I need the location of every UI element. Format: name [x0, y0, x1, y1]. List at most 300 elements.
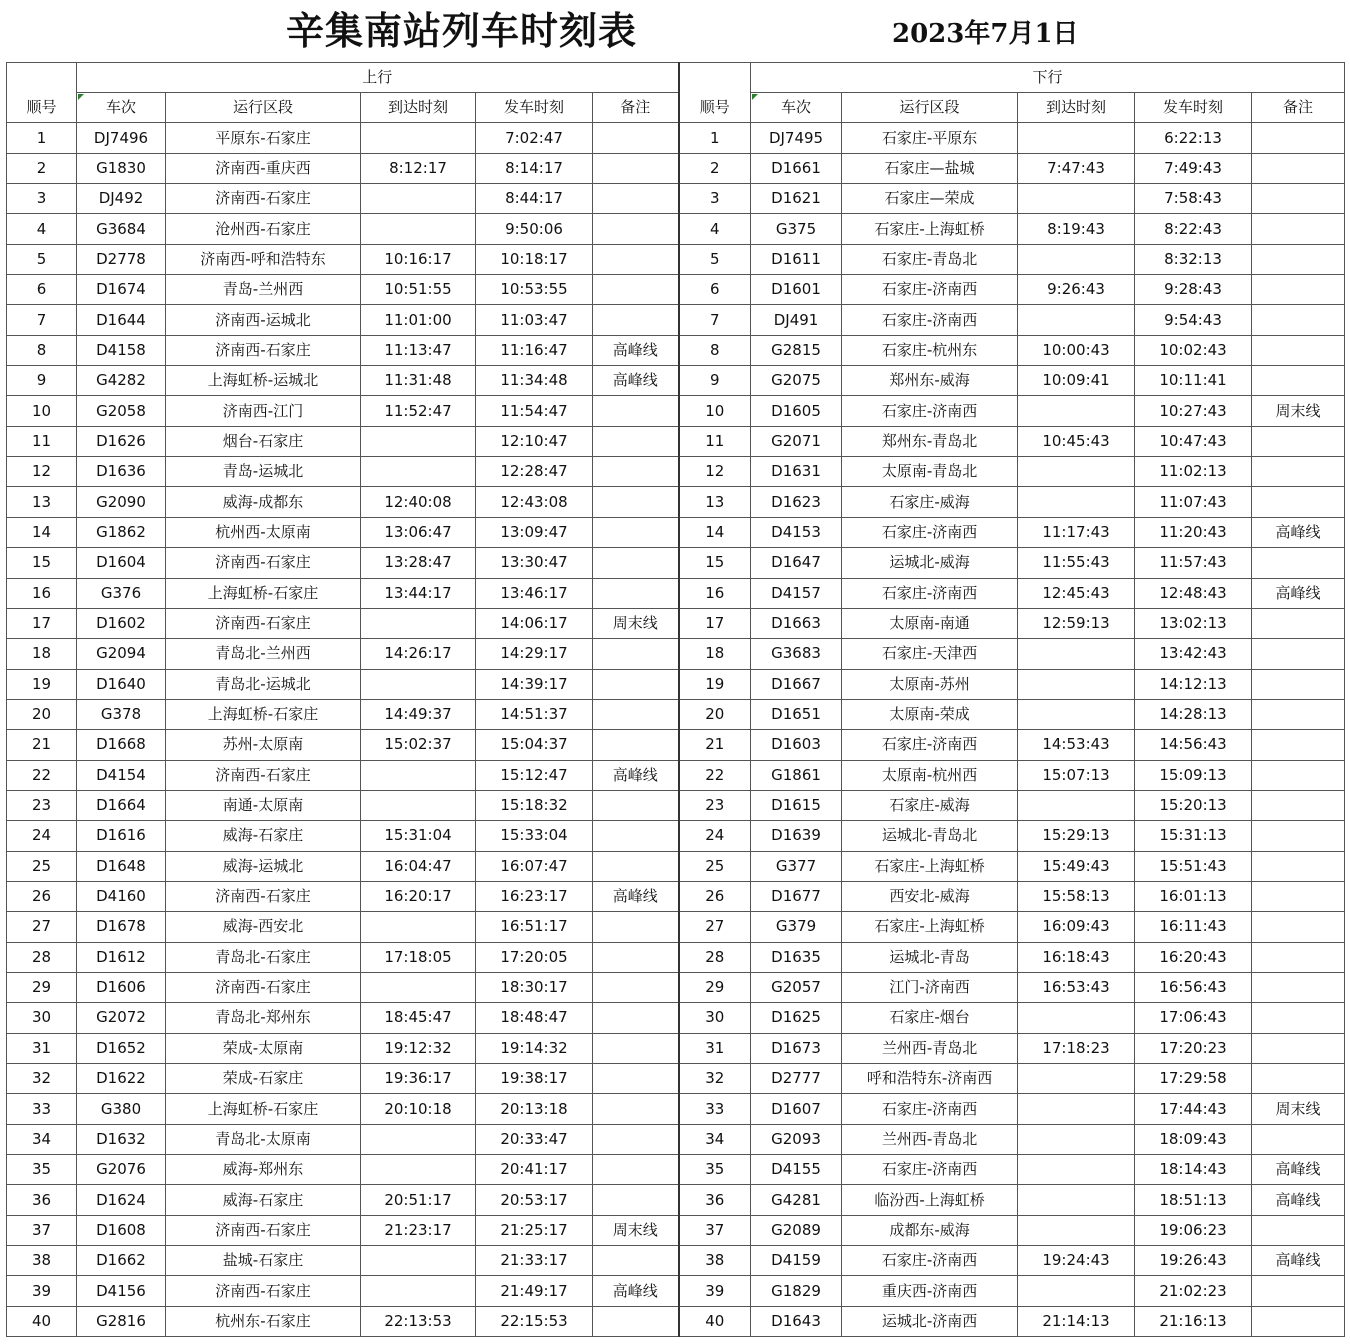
up-arrival-cell: 17:18:05 [361, 942, 476, 972]
up-train-no-cell: D4154 [77, 760, 166, 790]
down-departure-cell: 11:02:13 [1135, 457, 1252, 487]
down-seq-cell: 19 [679, 669, 751, 699]
up-route-cell: 沧州西-石家庄 [166, 214, 361, 244]
up-departure-cell: 20:33:47 [476, 1124, 593, 1154]
down-arrival-cell [1018, 244, 1135, 274]
up-train-no-cell: G3684 [77, 214, 166, 244]
up-arrival-cell: 11:31:48 [361, 366, 476, 396]
down-train-no-cell: DJ491 [751, 305, 842, 335]
down-route-cell: 太原南-荣成 [842, 699, 1018, 729]
down-route-cell: 太原南-南通 [842, 608, 1018, 638]
down-remark-cell [1252, 244, 1345, 274]
down-seq-cell: 18 [679, 639, 751, 669]
up-remark-cell [593, 942, 679, 972]
down-route-cell: 临汾西-上海虹桥 [842, 1185, 1018, 1215]
up-route-cell: 青岛北-兰州西 [166, 639, 361, 669]
down-route-cell: 石家庄-青岛北 [842, 244, 1018, 274]
down-arrival-cell: 15:29:13 [1018, 821, 1135, 851]
down-train-no-cell: D1615 [751, 790, 842, 820]
up-arrival-cell [361, 760, 476, 790]
up-train-no-cell: G1862 [77, 517, 166, 547]
up-train-no-cell: D4160 [77, 881, 166, 911]
up-departure-cell: 18:48:47 [476, 1003, 593, 1033]
down-train-no-cell: DJ7495 [751, 123, 842, 153]
down-seq-cell: 28 [679, 942, 751, 972]
down-train-no-cell: D1623 [751, 487, 842, 517]
down-seq-cell: 20 [679, 699, 751, 729]
down-train-no-cell: D4155 [751, 1155, 842, 1185]
up-seq-cell: 39 [7, 1276, 77, 1306]
up-arrival-cell: 19:36:17 [361, 1064, 476, 1094]
down-remark-cell [1252, 669, 1345, 699]
down-remark-cell [1252, 1306, 1345, 1336]
down-seq-cell: 31 [679, 1033, 751, 1063]
down-route-cell: 成都东-威海 [842, 1215, 1018, 1245]
up-train-no-cell: DJ7496 [77, 123, 166, 153]
down-arrival-cell: 15:58:13 [1018, 881, 1135, 911]
table-row [7, 275, 1345, 305]
up-train-no-cell: D1626 [77, 426, 166, 456]
up-arrival-cell: 13:44:17 [361, 578, 476, 608]
down-route-cell: 石家庄-济南西 [842, 1094, 1018, 1124]
up-departure-cell: 21:49:17 [476, 1276, 593, 1306]
header-seq: 顺号 [7, 93, 77, 123]
up-seq-cell: 4 [7, 214, 77, 244]
down-remark-cell [1252, 305, 1345, 335]
down-remark-cell: 高峰线 [1252, 578, 1345, 608]
down-remark-cell [1252, 760, 1345, 790]
down-arrival-cell: 10:09:41 [1018, 366, 1135, 396]
up-arrival-cell [361, 790, 476, 820]
up-arrival-cell: 19:12:32 [361, 1033, 476, 1063]
up-route-cell: 荣成-太原南 [166, 1033, 361, 1063]
down-train-no-cell: G2815 [751, 335, 842, 365]
up-remark-cell [593, 1124, 679, 1154]
down-arrival-cell [1018, 1215, 1135, 1245]
up-train-no-cell: G2094 [77, 639, 166, 669]
table-row [7, 912, 1345, 942]
up-departure-cell: 21:25:17 [476, 1215, 593, 1245]
down-train-no-cell: D4157 [751, 578, 842, 608]
down-seq-cell: 25 [679, 851, 751, 881]
down-arrival-cell: 12:45:43 [1018, 578, 1135, 608]
down-departure-cell: 10:11:41 [1135, 366, 1252, 396]
down-arrival-cell: 15:07:13 [1018, 760, 1135, 790]
down-departure-cell: 16:20:43 [1135, 942, 1252, 972]
up-seq-cell: 20 [7, 699, 77, 729]
down-route-cell: 石家庄-济南西 [842, 396, 1018, 426]
table-row [7, 699, 1345, 729]
up-seq-cell: 12 [7, 457, 77, 487]
header-departure: 发车时刻 [476, 93, 593, 123]
down-remark-cell: 高峰线 [1252, 1185, 1345, 1215]
down-arrival-cell [1018, 457, 1135, 487]
up-arrival-cell: 16:20:17 [361, 881, 476, 911]
down-seq-cell: 14 [679, 517, 751, 547]
up-train-no-cell: D1664 [77, 790, 166, 820]
down-remark-cell [1252, 972, 1345, 1002]
table-row [7, 1003, 1345, 1033]
down-departure-cell: 6:22:13 [1135, 123, 1252, 153]
down-train-no-cell: D1611 [751, 244, 842, 274]
up-departure-cell: 14:51:37 [476, 699, 593, 729]
up-train-no-cell: D1678 [77, 912, 166, 942]
up-remark-cell [593, 214, 679, 244]
up-seq-cell: 24 [7, 821, 77, 851]
down-remark-cell: 周末线 [1252, 396, 1345, 426]
up-departure-cell: 11:34:48 [476, 366, 593, 396]
down-departure-cell: 21:02:23 [1135, 1276, 1252, 1306]
up-route-cell: 济南西-石家庄 [166, 184, 361, 214]
down-train-no-cell: D4159 [751, 1246, 842, 1276]
down-arrival-cell: 11:17:43 [1018, 517, 1135, 547]
down-arrival-cell [1018, 790, 1135, 820]
down-departure-cell: 7:49:43 [1135, 153, 1252, 183]
up-remark-cell [593, 669, 679, 699]
up-departure-cell: 12:43:08 [476, 487, 593, 517]
table-row [7, 123, 1345, 153]
down-departure-cell: 15:51:43 [1135, 851, 1252, 881]
header-arrival: 到达时刻 [361, 93, 476, 123]
up-train-no-cell: D1616 [77, 821, 166, 851]
up-route-cell: 济南西-石家庄 [166, 548, 361, 578]
down-route-cell: 太原南-杭州西 [842, 760, 1018, 790]
down-seq-cell: 39 [679, 1276, 751, 1306]
up-remark-cell [593, 730, 679, 760]
down-remark-cell [1252, 366, 1345, 396]
down-departure-cell: 11:57:43 [1135, 548, 1252, 578]
up-train-no-cell: G380 [77, 1094, 166, 1124]
down-seq-cell: 1 [679, 123, 751, 153]
down-remark-cell [1252, 1215, 1345, 1245]
up-seq-cell: 6 [7, 275, 77, 305]
down-remark-cell: 高峰线 [1252, 1246, 1345, 1276]
down-seq-cell: 27 [679, 912, 751, 942]
up-route-cell: 杭州西-太原南 [166, 517, 361, 547]
direction-header-row [7, 63, 1345, 93]
up-arrival-cell: 11:52:47 [361, 396, 476, 426]
down-seq-cell: 11 [679, 426, 751, 456]
down-seq-cell: 30 [679, 1003, 751, 1033]
up-route-cell: 济南西-石家庄 [166, 881, 361, 911]
up-seq-cell: 11 [7, 426, 77, 456]
down-remark-cell [1252, 851, 1345, 881]
down-route-cell: 重庆西-济南西 [842, 1276, 1018, 1306]
up-seq-cell: 1 [7, 123, 77, 153]
down-train-no-cell: D1661 [751, 153, 842, 183]
up-route-cell: 杭州东-石家庄 [166, 1306, 361, 1336]
up-departure-cell: 14:29:17 [476, 639, 593, 669]
up-remark-cell [593, 457, 679, 487]
up-seq-cell: 8 [7, 335, 77, 365]
down-departure-cell: 18:09:43 [1135, 1124, 1252, 1154]
up-train-no-cell: D1674 [77, 275, 166, 305]
up-arrival-cell: 15:02:37 [361, 730, 476, 760]
down-departure-cell: 13:42:43 [1135, 639, 1252, 669]
table-row [7, 972, 1345, 1002]
header-seq: 顺号 [679, 93, 751, 123]
down-arrival-cell [1018, 1064, 1135, 1094]
up-route-cell: 济南西-重庆西 [166, 153, 361, 183]
down-train-no-cell: G1861 [751, 760, 842, 790]
up-departure-cell: 19:14:32 [476, 1033, 593, 1063]
down-arrival-cell [1018, 1003, 1135, 1033]
up-remark-cell [593, 1185, 679, 1215]
up-seq-cell: 33 [7, 1094, 77, 1124]
up-route-cell: 青岛-运城北 [166, 457, 361, 487]
down-train-no-cell: D2777 [751, 1064, 842, 1094]
up-remark-cell [593, 487, 679, 517]
up-remark-cell [593, 912, 679, 942]
down-train-no-cell: G2093 [751, 1124, 842, 1154]
up-departure-cell: 15:04:37 [476, 730, 593, 760]
down-arrival-cell: 16:53:43 [1018, 972, 1135, 1002]
down-seq-cell: 38 [679, 1246, 751, 1276]
down-route-cell: 太原南-青岛北 [842, 457, 1018, 487]
down-train-no-cell: D1621 [751, 184, 842, 214]
up-arrival-cell [361, 214, 476, 244]
up-seq-cell: 36 [7, 1185, 77, 1215]
up-arrival-cell: 20:51:17 [361, 1185, 476, 1215]
down-train-no-cell: D1639 [751, 821, 842, 851]
down-train-no-cell: D1601 [751, 275, 842, 305]
up-departure-cell: 16:07:47 [476, 851, 593, 881]
up-remark-cell [593, 244, 679, 274]
down-departure-cell: 16:11:43 [1135, 912, 1252, 942]
up-seq-cell: 9 [7, 366, 77, 396]
down-seq-cell: 16 [679, 578, 751, 608]
down-arrival-cell [1018, 1276, 1135, 1306]
up-train-no-cell: D1622 [77, 1064, 166, 1094]
up-arrival-cell [361, 972, 476, 1002]
up-train-no-cell: D1608 [77, 1215, 166, 1245]
down-arrival-cell [1018, 1124, 1135, 1154]
up-route-cell: 上海虹桥-石家庄 [166, 578, 361, 608]
down-arrival-cell: 10:00:43 [1018, 335, 1135, 365]
down-arrival-cell: 8:19:43 [1018, 214, 1135, 244]
up-route-cell: 青岛-兰州西 [166, 275, 361, 305]
down-route-cell: 石家庄—荣成 [842, 184, 1018, 214]
down-arrival-cell [1018, 396, 1135, 426]
up-train-no-cell: G2816 [77, 1306, 166, 1336]
down-train-no-cell: G2071 [751, 426, 842, 456]
header-blank-cell [679, 63, 751, 93]
down-train-no-cell: G2089 [751, 1215, 842, 1245]
up-departure-cell: 7:02:47 [476, 123, 593, 153]
up-arrival-cell: 20:10:18 [361, 1094, 476, 1124]
up-departure-cell: 9:50:06 [476, 214, 593, 244]
up-route-cell: 南通-太原南 [166, 790, 361, 820]
up-route-cell: 上海虹桥-运城北 [166, 366, 361, 396]
down-remark-cell [1252, 214, 1345, 244]
up-arrival-cell [361, 184, 476, 214]
up-seq-cell: 35 [7, 1155, 77, 1185]
up-train-no-cell: D4156 [77, 1276, 166, 1306]
down-remark-cell: 高峰线 [1252, 517, 1345, 547]
down-train-no-cell: D1673 [751, 1033, 842, 1063]
down-arrival-cell [1018, 1094, 1135, 1124]
up-remark-cell [593, 699, 679, 729]
down-arrival-cell: 10:45:43 [1018, 426, 1135, 456]
up-route-cell: 威海-运城北 [166, 851, 361, 881]
up-remark-cell [593, 426, 679, 456]
up-route-cell: 济南西-运城北 [166, 305, 361, 335]
down-departure-cell: 9:28:43 [1135, 275, 1252, 305]
up-arrival-cell [361, 912, 476, 942]
down-route-cell: 石家庄-济南西 [842, 730, 1018, 760]
up-arrival-cell [361, 1155, 476, 1185]
up-remark-cell [593, 1033, 679, 1063]
up-route-cell: 威海-石家庄 [166, 821, 361, 851]
up-remark-cell [593, 972, 679, 1002]
down-remark-cell [1252, 1124, 1345, 1154]
up-remark-cell: 高峰线 [593, 335, 679, 365]
table-row [7, 881, 1345, 911]
up-departure-cell: 22:15:53 [476, 1306, 593, 1336]
up-departure-cell: 17:20:05 [476, 942, 593, 972]
up-departure-cell: 15:33:04 [476, 821, 593, 851]
table-row [7, 730, 1345, 760]
up-departure-cell: 16:51:17 [476, 912, 593, 942]
down-seq-cell: 4 [679, 214, 751, 244]
up-seq-cell: 3 [7, 184, 77, 214]
up-train-no-cell: DJ492 [77, 184, 166, 214]
table-row [7, 1155, 1345, 1185]
up-remark-cell [593, 1155, 679, 1185]
down-train-no-cell: D1643 [751, 1306, 842, 1336]
down-seq-cell: 12 [679, 457, 751, 487]
down-remark-cell [1252, 1276, 1345, 1306]
up-departure-cell: 8:14:17 [476, 153, 593, 183]
down-remark-cell [1252, 730, 1345, 760]
up-route-cell: 济南西-石家庄 [166, 1276, 361, 1306]
down-train-no-cell: D1647 [751, 548, 842, 578]
table-row [7, 639, 1345, 669]
up-departure-cell: 18:30:17 [476, 972, 593, 1002]
down-remark-cell [1252, 881, 1345, 911]
down-departure-cell: 15:31:13 [1135, 821, 1252, 851]
up-arrival-cell: 18:45:47 [361, 1003, 476, 1033]
up-arrival-cell [361, 669, 476, 699]
up-remark-cell: 高峰线 [593, 760, 679, 790]
down-train-no-cell: D1625 [751, 1003, 842, 1033]
table-row [7, 244, 1345, 274]
up-arrival-cell: 14:26:17 [361, 639, 476, 669]
down-departure-cell: 15:09:13 [1135, 760, 1252, 790]
up-route-cell: 青岛北-石家庄 [166, 942, 361, 972]
up-departure-cell: 10:53:55 [476, 275, 593, 305]
up-arrival-cell: 15:31:04 [361, 821, 476, 851]
down-remark-cell: 高峰线 [1252, 1155, 1345, 1185]
up-seq-cell: 16 [7, 578, 77, 608]
table-row [7, 760, 1345, 790]
down-route-cell: 西安北-威海 [842, 881, 1018, 911]
table-row [7, 608, 1345, 638]
down-arrival-cell: 17:18:23 [1018, 1033, 1135, 1063]
up-remark-cell [593, 1003, 679, 1033]
down-seq-cell: 9 [679, 366, 751, 396]
up-route-cell: 济南西-石家庄 [166, 335, 361, 365]
timetable-sheet [6, 0, 1344, 1344]
up-departure-cell: 14:39:17 [476, 669, 593, 699]
up-seq-cell: 15 [7, 548, 77, 578]
up-train-no-cell: D1612 [77, 942, 166, 972]
up-remark-cell [593, 517, 679, 547]
up-train-no-cell: G2076 [77, 1155, 166, 1185]
down-departure-cell: 9:54:43 [1135, 305, 1252, 335]
up-route-cell: 济南西-江门 [166, 396, 361, 426]
down-seq-cell: 36 [679, 1185, 751, 1215]
down-departure-cell: 8:32:13 [1135, 244, 1252, 274]
header-remark: 备注 [1252, 93, 1345, 123]
table-row [7, 1276, 1345, 1306]
down-arrival-cell: 19:24:43 [1018, 1246, 1135, 1276]
up-seq-cell: 13 [7, 487, 77, 517]
up-arrival-cell [361, 1246, 476, 1276]
down-departure-cell: 19:26:43 [1135, 1246, 1252, 1276]
down-train-no-cell: D1651 [751, 699, 842, 729]
down-departure-cell: 10:02:43 [1135, 335, 1252, 365]
down-route-cell: 石家庄-威海 [842, 790, 1018, 820]
down-train-no-cell: G3683 [751, 639, 842, 669]
up-route-cell: 威海-郑州东 [166, 1155, 361, 1185]
up-remark-cell [593, 548, 679, 578]
page-title: 辛集南站列车时刻表 [286, 8, 638, 53]
up-arrival-cell: 13:28:47 [361, 548, 476, 578]
down-seq-cell: 26 [679, 881, 751, 911]
up-seq-cell: 2 [7, 153, 77, 183]
header-remark: 备注 [593, 93, 679, 123]
down-arrival-cell [1018, 184, 1135, 214]
down-seq-cell: 23 [679, 790, 751, 820]
header-arrival: 到达时刻 [1018, 93, 1135, 123]
table-row [7, 1246, 1345, 1276]
down-seq-cell: 35 [679, 1155, 751, 1185]
table-row [7, 1064, 1345, 1094]
table-row [7, 305, 1345, 335]
down-route-cell: 兰州西-青岛北 [842, 1124, 1018, 1154]
up-arrival-cell: 12:40:08 [361, 487, 476, 517]
down-remark-cell [1252, 608, 1345, 638]
title-row [6, 0, 1344, 63]
down-remark-cell [1252, 153, 1345, 183]
up-departure-cell: 13:09:47 [476, 517, 593, 547]
up-arrival-cell [361, 426, 476, 456]
up-route-cell: 盐城-石家庄 [166, 1246, 361, 1276]
up-route-cell: 平原东-石家庄 [166, 123, 361, 153]
up-route-cell: 威海-西安北 [166, 912, 361, 942]
down-seq-cell: 32 [679, 1064, 751, 1094]
down-departure-cell: 15:20:13 [1135, 790, 1252, 820]
up-arrival-cell: 14:49:37 [361, 699, 476, 729]
down-route-cell: 石家庄-济南西 [842, 1155, 1018, 1185]
up-train-no-cell: D1652 [77, 1033, 166, 1063]
down-remark-cell [1252, 426, 1345, 456]
up-departure-cell: 12:28:47 [476, 457, 593, 487]
down-route-cell: 石家庄-天津西 [842, 639, 1018, 669]
up-departure-cell: 15:12:47 [476, 760, 593, 790]
up-departure-cell: 8:44:17 [476, 184, 593, 214]
down-train-no-cell: D1605 [751, 396, 842, 426]
down-arrival-cell: 21:14:13 [1018, 1306, 1135, 1336]
up-arrival-cell: 13:06:47 [361, 517, 476, 547]
up-departure-cell: 11:54:47 [476, 396, 593, 426]
up-seq-cell: 27 [7, 912, 77, 942]
down-train-no-cell: G1829 [751, 1276, 842, 1306]
up-seq-cell: 7 [7, 305, 77, 335]
down-departure-cell: 18:51:13 [1135, 1185, 1252, 1215]
down-remark-cell [1252, 821, 1345, 851]
